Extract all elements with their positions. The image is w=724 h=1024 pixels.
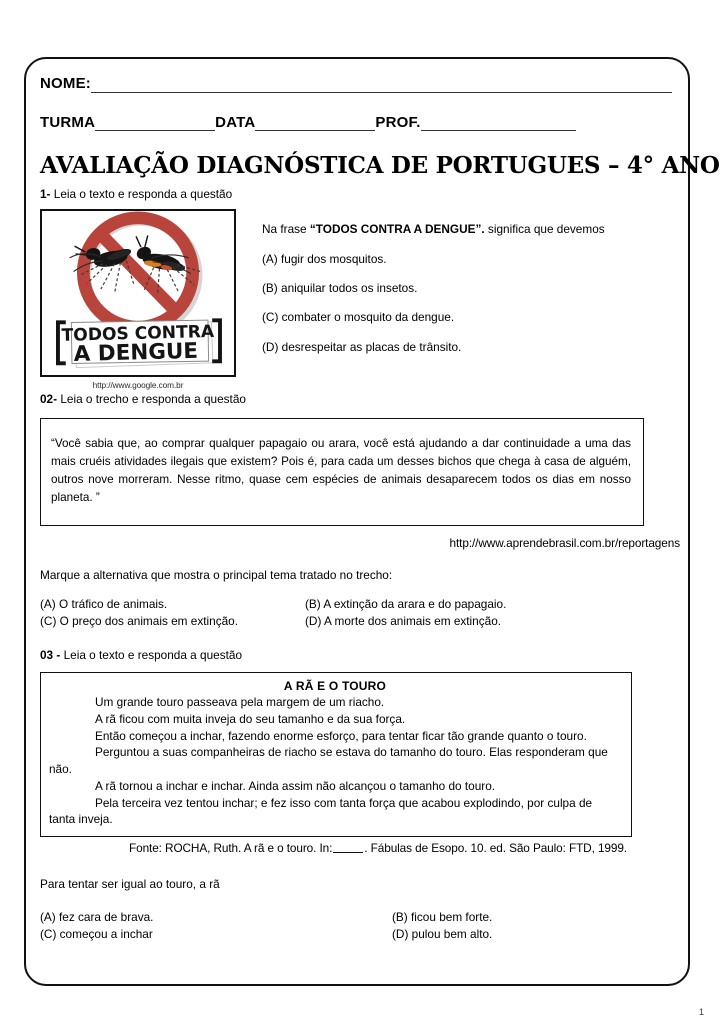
question-2-alternatives-row-2 <box>40 613 680 630</box>
fable-source-citation <box>40 841 680 855</box>
fable-paragraph: Pela terceira vez tentou inchar; e fez isso com tanta força que acabou explodindo, por culpa de tanta inveja. <box>49 795 593 827</box>
question-3-alternative-d[interactable]: (D) pulou bem alto. <box>392 927 493 942</box>
question-1-alternative-a[interactable]: (A) fugir dos mosquitos. <box>262 251 387 266</box>
question-3-alternatives-row-1 <box>40 909 680 926</box>
poster-line-1: TODOS CONTRA <box>61 321 215 346</box>
question-2-alternatives <box>40 596 680 630</box>
class-date-teacher-row <box>40 115 680 132</box>
fable-source-before: Fonte: ROCHA, Ruth. A rã e o touro. In: <box>129 841 333 856</box>
question-2-alternative-b[interactable]: (B) A extinção da arara e do papagaio. <box>305 597 507 612</box>
question-3-alternative-b[interactable]: (B) ficou bem forte. <box>392 910 493 925</box>
q1-stem-after: significa que devemos <box>484 221 605 236</box>
turma-label: TURMA <box>40 113 96 131</box>
question-1-alternative-b[interactable]: (B) aniquilar todos os insetos. <box>262 281 418 296</box>
question-2-alternative-d[interactable]: (D) A morte dos animais em extinção. <box>305 614 502 629</box>
dengue-poster-svg <box>42 211 234 375</box>
turma-input-line[interactable] <box>95 117 215 131</box>
fable-paragraph: A rã ficou com muita inveja do seu tamanho e da sua força. <box>95 711 406 726</box>
student-name-row <box>40 76 680 93</box>
question-3-alternative-a[interactable]: (A) fez cara de brava. <box>40 910 154 925</box>
question-2-alternative-c[interactable]: (C) O preço dos animais em extinção. <box>40 614 239 629</box>
question-1-body <box>40 209 680 390</box>
question-1-stem <box>262 221 680 238</box>
question-3-prompt <box>40 648 680 664</box>
question-1-prompt <box>40 187 680 203</box>
question-2-prompt <box>40 392 680 408</box>
question-3-alternative-c[interactable]: (C) começou a inchar <box>40 927 153 942</box>
data-label: DATA <box>215 113 256 131</box>
figure-credit-url: http://www.google.com.br <box>92 379 184 390</box>
q1-stem-before: Na frase <box>262 221 310 236</box>
question-1-alternative-c[interactable]: (C) combater o mosquito da dengue. <box>262 310 455 325</box>
question-3-alternatives <box>40 909 680 943</box>
exam-page-content <box>40 72 720 972</box>
fable-paragraph: A rã tornou a inchar e inchar. Ainda assim não alcançou o tamanho do touro. <box>95 778 496 793</box>
question-3-prompt-text: Leia o texto e responda a questão <box>60 648 243 663</box>
page-title: AVALIAÇÃO DIAGNÓSTICA DE PORTUGUES – 4° ANO <box>40 151 720 179</box>
fable-source-blank <box>333 852 363 853</box>
data-input-line[interactable] <box>255 117 375 131</box>
question-1-number: 1- <box>40 186 51 201</box>
dengue-poster-image <box>40 209 236 377</box>
fable-paragraph: Um grande touro passeava pela margem de um riacho. <box>95 695 385 710</box>
question-1-figure-column <box>40 209 258 390</box>
question-1-answers-column <box>258 209 680 390</box>
fable-source-after: . Fábulas de Esopo. 10. ed. São Paulo: FTD, 1999. <box>364 841 627 856</box>
question-2-prompt-text: Leia o trecho e responda a questão <box>57 391 246 406</box>
question-1-prompt-text: Leia o texto e responda a questão <box>50 186 233 201</box>
nome-label: NOME: <box>40 75 91 92</box>
nome-input-line[interactable] <box>91 79 672 93</box>
question-2-excerpt-text: “Você sabia que, ao comprar qualquer papagaio ou arara, você está ajudando a dar continuidade a uma das mais cruéis atividades ilegais que existem? Pois é, para cada um desses bichos que chega à casa de alguém, outros nove morreram. Nesse ritmo, quase cem espécies de animais desaparecem todos os dias em nosso planeta. ” <box>51 436 631 504</box>
poster-line-2: A DENGUE <box>73 338 199 367</box>
question-3-fable-box <box>40 672 632 837</box>
question-3-number: 03 - <box>40 648 61 663</box>
fable-title: A RÃ E O TOURO <box>283 679 387 694</box>
question-2-alternatives-row-1 <box>40 596 680 613</box>
question-3-question-text: Para tentar ser igual ao touro, a rã <box>40 877 220 892</box>
page-number: 1 <box>698 1007 704 1017</box>
question-2-source-url: http://www.aprendebrasil.com.br/reportagens <box>449 536 680 551</box>
question-3-alternatives-row-2 <box>40 926 680 943</box>
fable-paragraph: Perguntou a suas companheiras de riacho se estava do tamanho do touro. Elas responderam que não. <box>49 745 608 777</box>
fable-paragraph: Então começou a inchar, fazendo enorme esforço, para tentar ficar tão grande quanto o touro. <box>95 728 587 743</box>
question-2-number: 02- <box>40 391 58 406</box>
q1-stem-quote: “TODOS CONTRA A DENGUE”. <box>309 221 485 236</box>
question-1-alternative-d[interactable]: (D) desrespeitar as placas de trânsito. <box>262 339 462 354</box>
question-2-instruction: Marque a alternativa que mostra o principal tema tratado no trecho: <box>40 568 393 583</box>
prof-label: PROF. <box>375 113 421 131</box>
prof-input-line[interactable] <box>421 117 576 131</box>
question-2-alternative-a[interactable]: (A) O tráfico de animais. <box>40 597 168 612</box>
question-2-excerpt-box <box>40 418 644 527</box>
